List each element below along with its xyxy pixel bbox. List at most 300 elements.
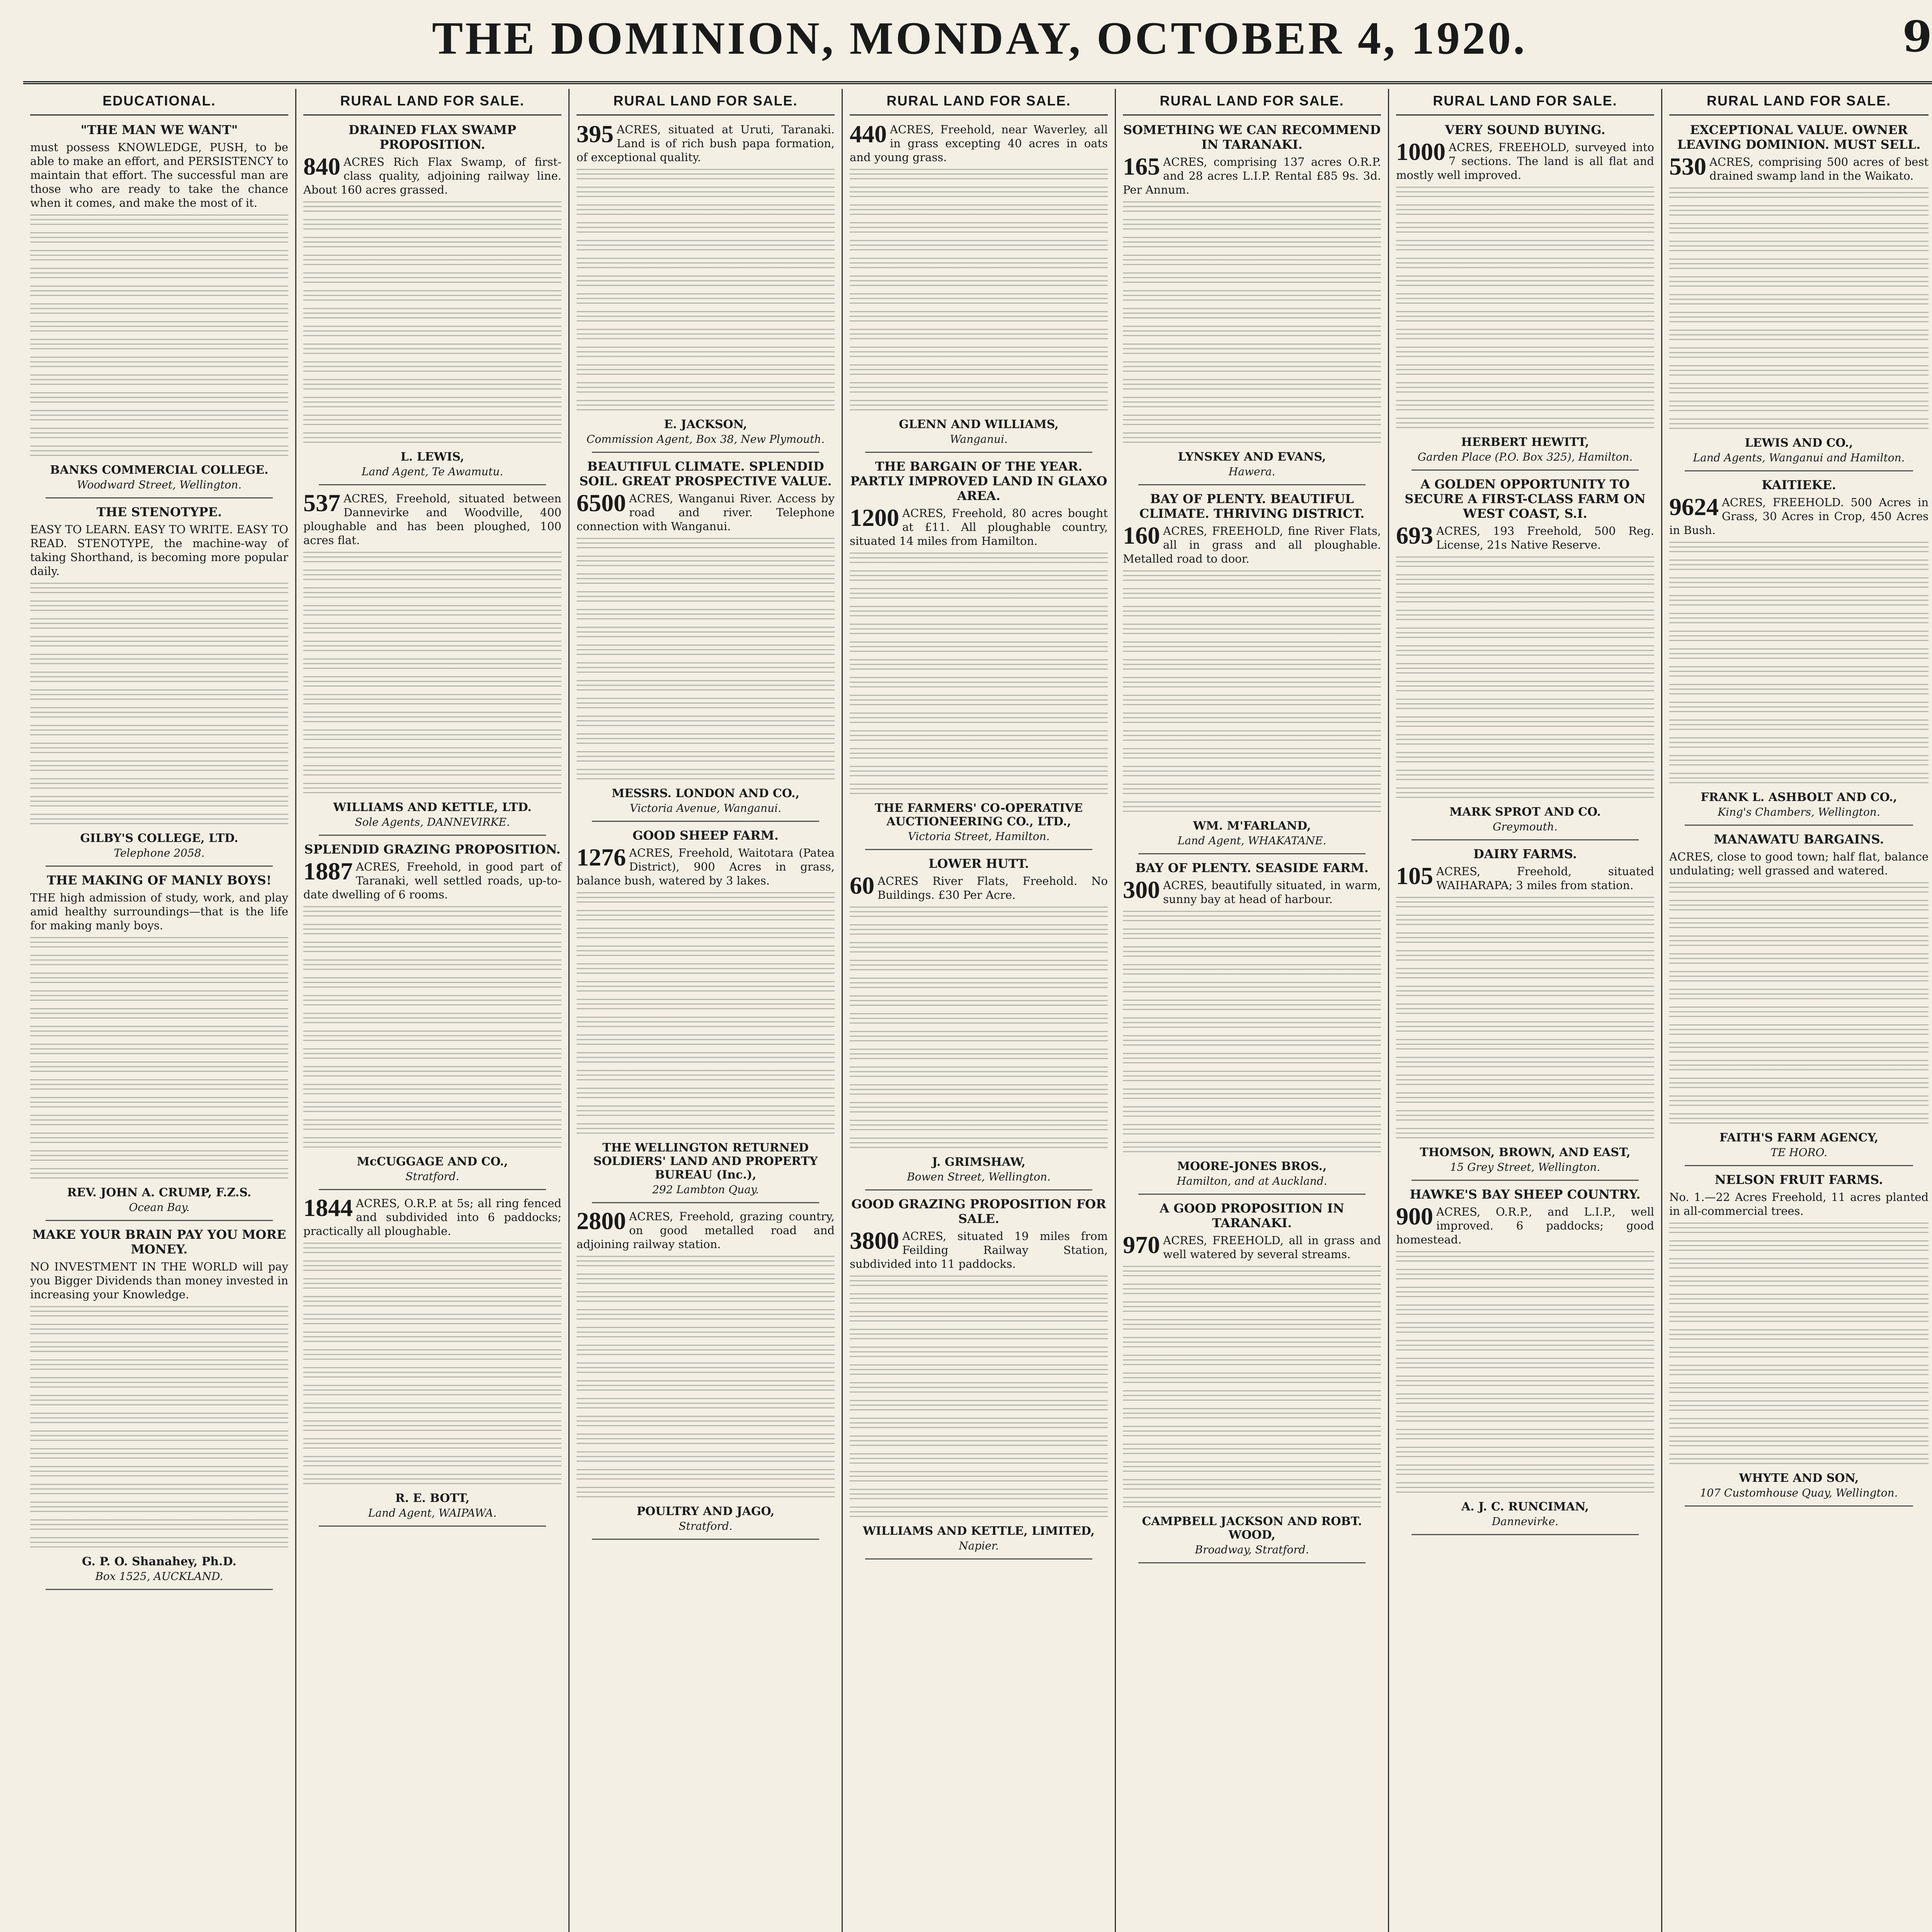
ad-text-lines: [1396, 574, 1654, 587]
ad-text-lines: [1396, 1376, 1654, 1389]
ad-text-lines: [30, 1026, 288, 1039]
ad-text-lines: [1396, 1393, 1654, 1406]
ad-text-lines: [1669, 971, 1929, 984]
ad-agent: GILBY'S COLLEGE, LTD.: [80, 832, 238, 845]
ad-heading: GOOD SHEEP FARM.: [632, 828, 779, 843]
ad-text-lines: [1396, 1304, 1654, 1318]
ad-text-lines: [1123, 784, 1381, 797]
ad-heading: THE STENOTYPE.: [96, 505, 222, 519]
ad-text-lines: [1669, 383, 1929, 396]
column-heading: RURAL LAND FOR SALE.: [303, 89, 561, 116]
column-2: [296, 89, 570, 1932]
ad-text-lines: [303, 290, 561, 303]
ad-text-lines: [850, 730, 1108, 743]
ad-text-lines: [577, 1380, 835, 1393]
ad-text-lines: [30, 214, 288, 228]
column-heading: RURAL LAND FOR SALE.: [1123, 89, 1381, 116]
ad-text-lines: [303, 623, 561, 636]
ad-text-lines: [303, 995, 561, 1008]
ad-text-lines: [577, 1070, 835, 1083]
ad-agent: LEWIS AND CO.,: [1745, 436, 1853, 450]
ad-text-lines: [30, 1377, 288, 1390]
ad-body: [577, 489, 835, 533]
ad-text-lines: [577, 204, 835, 218]
ad-text-lines: [577, 1088, 835, 1101]
ad-text-lines: [30, 654, 288, 667]
ad-text-lines: [1396, 1251, 1654, 1264]
ad-text-lines: [303, 1403, 561, 1416]
ad-heading: A GOLDEN OPPORTUNITY TO SECURE A FIRST-CLASS FARM ON WEST COAST, S.I.: [1405, 477, 1646, 521]
ad-heading: A GOOD PROPOSITION IN TARANAKI.: [1160, 1201, 1344, 1230]
ad-text-lines: [30, 374, 288, 388]
ad-agent-address: Garden Place (P.O. Box 325), Hamilton.: [1417, 451, 1633, 463]
ad-text-lines: [303, 1296, 561, 1309]
ad-agent-address: Victoria Avenue, Wanganui.: [630, 802, 781, 815]
ad-text-lines: [850, 1364, 1108, 1378]
ad-text-lines: [577, 1398, 835, 1411]
ad-text-lines: [1669, 1258, 1929, 1271]
ad-text-lines: [1669, 989, 1929, 1002]
ad-text-lines: [1123, 766, 1381, 779]
ad-text-lines: [303, 694, 561, 707]
ad-text-lines: [1123, 801, 1381, 815]
ad-agent: MESSRS. LONDON AND CO.,: [611, 787, 800, 800]
ad-text-lines: [1669, 365, 1929, 378]
acreage-figure: 693: [1396, 522, 1433, 549]
ad-text-lines: [1396, 1092, 1654, 1105]
ad-divider: [592, 1202, 819, 1203]
ad-text-lines: [1123, 1088, 1381, 1102]
ad-agent-address: Wanganui.: [950, 433, 1008, 446]
ad-text-lines: [1669, 276, 1929, 289]
ad-agent-address: Telephone 2058.: [114, 847, 205, 859]
classified-ad: [577, 828, 835, 1203]
ad-text-lines: [1123, 1124, 1381, 1137]
column-6: [1389, 89, 1662, 1932]
ad-text-lines: [1396, 1287, 1654, 1300]
ad-agent-address: Land Agent, WHAKATANE.: [1177, 834, 1327, 847]
ad-text-lines: [1669, 241, 1929, 254]
ad-text-lines: [30, 1324, 288, 1337]
ad-body: [30, 891, 288, 932]
ad-heading: EXCEPTIONAL VALUE. OWNER LEAVING DOMINION. MUST SELL.: [1677, 122, 1921, 152]
ad-text: ACRES River Flats, Freehold. No Buildings. £30 Per Acre.: [878, 874, 1108, 901]
ad-text-lines: [1123, 1337, 1381, 1350]
ad-text-lines: [303, 1367, 561, 1380]
ad-text-lines: [577, 769, 835, 782]
ad-text-lines: [1669, 1418, 1929, 1431]
ad-text-lines: [850, 1471, 1108, 1484]
ad-text: ACRES, comprising 500 acres of best drained swamp land in the Waikato.: [1709, 155, 1929, 182]
ad-heading: KAITIEKE.: [1762, 478, 1836, 492]
ad-agent: HERBERT HEWITT,: [1461, 435, 1589, 449]
ad-text-lines: [1396, 364, 1654, 378]
ad-text-lines: [850, 942, 1108, 955]
ad-text-lines: [1669, 935, 1929, 949]
column-heading: RURAL LAND FOR SALE.: [1669, 89, 1929, 116]
classified-ad: [577, 122, 835, 453]
ad-text-lines: [577, 222, 835, 235]
ad-body: [1669, 495, 1929, 537]
ad-text: EASY TO LEARN. EASY TO WRITE. EASY TO READ. STENOTYPE, the machine-way of taking Shorthand, is becoming more popular daily.: [30, 523, 288, 578]
ad-heading: MANAWATU BARGAINS.: [1714, 832, 1884, 847]
ad-text-lines: [1396, 592, 1654, 605]
ad-body: [1123, 155, 1381, 197]
acreage-figure: 1000: [1396, 138, 1446, 165]
ad-text-lines: [1396, 986, 1654, 999]
column-heading: RURAL LAND FOR SALE.: [1396, 89, 1654, 116]
ad-agent-address: Woodward Street, Wellington.: [77, 478, 242, 491]
ad-text-lines: [1669, 918, 1929, 931]
ad-body: [577, 1209, 835, 1251]
ad-text-lines: [850, 1102, 1108, 1115]
ad-text-lines: [577, 662, 835, 675]
classified-ad: [30, 873, 288, 1221]
ad-divider: [592, 452, 819, 453]
ad-body: [30, 140, 288, 210]
ad-text-lines: [1123, 713, 1381, 726]
ad-text-lines: [850, 293, 1108, 306]
ad-agent: WILLIAMS AND KETTLE, LIMITED,: [862, 1524, 1095, 1538]
ad-text-lines: [1669, 1113, 1929, 1126]
ad-text-lines: [303, 658, 561, 672]
ad-text-lines: [1123, 1106, 1381, 1119]
ad-agent-address: King's Chambers, Wellington.: [1718, 806, 1880, 818]
ad-text-lines: [1123, 326, 1381, 339]
ad-text-lines: [577, 698, 835, 711]
ad-text-lines: [303, 1048, 561, 1061]
ad-text-lines: [1396, 752, 1654, 765]
ad-text: ACRES, Freehold, situated WAIHARAPA; 3 miles from station.: [1436, 865, 1654, 892]
ad-text-lines: [1669, 1024, 1929, 1037]
ad-text-lines: [1396, 400, 1654, 413]
acreage-figure: 105: [1396, 862, 1433, 889]
ad-text-lines: [30, 583, 288, 596]
ad-text-lines: [1123, 606, 1381, 619]
ad-text-lines: [850, 1507, 1108, 1520]
ad-text-lines: [30, 743, 288, 756]
ad-text-lines: [1669, 401, 1929, 414]
ad-text-lines: [30, 286, 288, 299]
ad-text-lines: [1669, 595, 1929, 608]
column-heading: RURAL LAND FOR SALE.: [850, 89, 1108, 116]
ad-heading: NELSON FRUIT FARMS.: [1714, 1172, 1883, 1187]
ad-text-lines: [303, 641, 561, 654]
ad-text-lines: [850, 1453, 1108, 1466]
classified-ad: [1669, 122, 1929, 471]
ad-text-lines: [1396, 1128, 1654, 1141]
classified-ad: [577, 1209, 835, 1540]
ad-text-lines: [1123, 272, 1381, 286]
ad-text-lines: [1669, 542, 1929, 555]
ad-text-lines: [303, 1260, 561, 1274]
ad-agent-address: Bowen Street, Wellington.: [907, 1170, 1051, 1183]
ad-text-lines: [303, 959, 561, 973]
ad-heading: HAWKE'S BAY SHEEP COUNTRY.: [1410, 1187, 1641, 1202]
ad-text-lines: [30, 636, 288, 649]
ad-text-lines: [30, 232, 288, 245]
ad-divider: [1138, 1194, 1366, 1195]
ad-body: [1669, 850, 1929, 878]
ad-text-lines: [303, 605, 561, 618]
ad-text-lines: [303, 1243, 561, 1256]
ad-text-lines: [1669, 1042, 1929, 1055]
ad-body: [1396, 864, 1654, 892]
classified-ad: [850, 856, 1108, 1190]
ad-agent: CAMPBELL JACKSON AND ROBT. WOOD,: [1142, 1515, 1362, 1542]
ad-text-lines: [850, 553, 1108, 566]
ad-heading: BAY OF PLENTY. SEASIDE FARM.: [1135, 861, 1369, 875]
ad-text-lines: [577, 946, 835, 959]
acreage-figure: 6500: [577, 489, 626, 517]
classified-ad: [30, 122, 288, 498]
classified-ad: [577, 459, 835, 822]
ad-agent-address: Victoria Street, Hamilton.: [908, 830, 1050, 843]
ad-text-lines: [577, 1017, 835, 1030]
ad-text-lines: [30, 339, 288, 352]
ad-text-lines: [850, 240, 1108, 253]
ad-divider: [1685, 825, 1913, 826]
ad-text-lines: [303, 783, 561, 796]
column-3: [570, 89, 843, 1932]
ad-text-lines: [1669, 719, 1929, 733]
ad-text-lines: [303, 1314, 561, 1327]
ad-text-lines: [850, 347, 1108, 360]
ad-text-lines: [577, 1291, 835, 1304]
ad-text-lines: [577, 751, 835, 764]
ad-text-lines: [1123, 1408, 1381, 1421]
ad-text-lines: [1123, 1284, 1381, 1297]
ad-text-lines: [1669, 702, 1929, 715]
ad-text-lines: [577, 892, 835, 905]
ad-text: ACRES, situated at Uruti, Taranaki. Land is of rich bush papa formation, of exceptional quality.: [577, 123, 835, 164]
ad-text-lines: [1396, 1003, 1654, 1017]
ad-text-lines: [1669, 1078, 1929, 1091]
ad-text-lines: [850, 1120, 1108, 1133]
ad-text-lines: [1396, 240, 1654, 253]
ad-text-lines: [1669, 755, 1929, 768]
ad-divider: [46, 1589, 273, 1590]
ad-text-lines: [577, 1434, 835, 1447]
ad-text-lines: [30, 689, 288, 702]
ad-heading: SPLENDID GRAZING PROPOSITION.: [304, 842, 561, 857]
classified-ad: [30, 505, 288, 867]
columns: [23, 89, 1932, 1932]
ad-text: ACRES, 193 Freehold, 500 Reg. License, 21s Native Reserve.: [1436, 524, 1654, 551]
ad-agent: A. J. C. RUNCIMAN,: [1461, 1500, 1589, 1514]
ad-body: [850, 506, 1108, 548]
ad-text-lines: [303, 977, 561, 990]
ad-text: ACRES, comprising 137 acres O.R.P. and 28 acres L.I.P. Rental £85 9s. 3d. Per Annum.: [1123, 155, 1381, 196]
ad-text-lines: [850, 766, 1108, 779]
ad-text-lines: [1669, 1007, 1929, 1020]
ad-text-lines: [1396, 610, 1654, 623]
ad-divider: [865, 849, 1092, 850]
ad-text-lines: [1669, 347, 1929, 361]
ad-text-lines: [30, 1306, 288, 1319]
ad-text-lines: [30, 1115, 288, 1128]
ad-text-lines: [850, 1084, 1108, 1097]
ad-body: [1123, 878, 1381, 906]
ad-text-lines: [577, 627, 835, 640]
ad-text-lines: [1123, 1266, 1381, 1279]
ad-divider: [1685, 1505, 1913, 1507]
ad-text-lines: [1396, 915, 1654, 928]
ad-text-lines: [30, 1537, 288, 1550]
ad-text-lines: [850, 400, 1108, 413]
ad-text-lines: [577, 591, 835, 604]
classified-ad: [30, 1227, 288, 1590]
classified-ad: [1396, 847, 1654, 1181]
ad-divider: [319, 484, 546, 485]
ad-body: [577, 122, 835, 164]
ad-text-lines: [1669, 737, 1929, 750]
ad-agent: WHYTE AND SON,: [1739, 1471, 1859, 1485]
classified-ad: [1123, 861, 1381, 1195]
ad-divider: [865, 452, 1092, 453]
ad-text-lines: [1669, 631, 1929, 644]
ad-text-lines: [1669, 294, 1929, 307]
ad-text-lines: [1123, 1319, 1381, 1332]
ad-text-lines: [30, 672, 288, 685]
ad-text-lines: [1669, 684, 1929, 697]
ad-text: ACRES, close to good town; half flat, balance undulating; well grassed and watered.: [1669, 850, 1929, 877]
ad-text-lines: [850, 713, 1108, 726]
ad-text-lines: [1669, 1223, 1929, 1236]
acreage-figure: 165: [1123, 153, 1160, 180]
ad-divider: [319, 1526, 546, 1527]
ad-text-lines: [30, 760, 288, 774]
ad-body: [850, 1229, 1108, 1271]
masthead: [23, 8, 1932, 84]
ad-agent: POULTRY AND JAGO,: [636, 1505, 775, 1518]
ad-text-lines: [577, 1487, 835, 1500]
ad-text-lines: [577, 645, 835, 658]
ad-text-lines: [303, 255, 561, 268]
ad-text-lines: [1669, 1454, 1929, 1467]
classified-ad: [303, 489, 561, 836]
ad-text-lines: [850, 588, 1108, 601]
column-5: [1116, 89, 1389, 1932]
ad-text-lines: [1123, 415, 1381, 428]
ad-text: ACRES, FREEHOLD, all in grass and well watered by several streams.: [1163, 1234, 1381, 1261]
ad-text-lines: [1669, 1436, 1929, 1449]
ad-body: [303, 489, 561, 547]
ad-text-lines: [303, 397, 561, 410]
ad-text-lines: [1123, 1461, 1381, 1475]
ad-text-lines: [1123, 659, 1381, 672]
ad-text-lines: [30, 1079, 288, 1092]
ad-text-lines: [1396, 1482, 1654, 1495]
ad-agent-address: 107 Customhouse Quay, Wellington.: [1700, 1486, 1898, 1499]
ad-text: THE high admission of study, work, and play amid healthy surroundings—that is the life for making manly boys.: [30, 891, 288, 932]
ad-text-lines: [577, 999, 835, 1012]
ad-text-lines: [1396, 311, 1654, 324]
ad-text-lines: [850, 187, 1108, 200]
ad-agent: R. E. BOTT,: [395, 1492, 470, 1505]
ad-text-lines: [850, 1276, 1108, 1289]
ad-text-lines: [1396, 222, 1654, 235]
ad-text-lines: [1396, 329, 1654, 342]
ad-text-lines: [303, 1013, 561, 1026]
ad-divider: [592, 821, 819, 822]
ad-agent: GLENN AND WILLIAMS,: [899, 418, 1059, 431]
ad-divider: [865, 1189, 1092, 1190]
ad-text-lines: [577, 1451, 835, 1464]
ad-text-lines: [577, 276, 835, 289]
ad-text-lines: [850, 1347, 1108, 1360]
classified-ad: [1123, 122, 1381, 485]
column-7: [1662, 89, 1932, 1932]
ad-text-lines: [850, 276, 1108, 289]
ad-body: [303, 155, 561, 197]
ad-text: ACRES, Freehold, grazing country, on good metalled road and adjoining railway station.: [577, 1210, 835, 1251]
ad-text-lines: [303, 1474, 561, 1487]
ad-text-lines: [850, 1418, 1108, 1431]
ad-text-lines: [1123, 219, 1381, 232]
ad-heading: LOWER HUTT.: [928, 856, 1029, 871]
ad-text-lines: [850, 204, 1108, 218]
ad-text-lines: [1669, 882, 1929, 895]
ad-text-lines: [30, 250, 288, 263]
ad-text-lines: [30, 410, 288, 423]
ad-text-lines: [850, 677, 1108, 690]
ad-text-lines: [1396, 1447, 1654, 1460]
ad-text-lines: [303, 747, 561, 760]
acreage-figure: 440: [850, 120, 887, 148]
ad-text-lines: [30, 600, 288, 614]
classified-ad: [1396, 122, 1654, 471]
ad-text-lines: [1123, 1142, 1381, 1155]
ad-text-lines: [850, 1435, 1108, 1449]
ad-text-lines: [1669, 666, 1929, 679]
ad-heading: "THE MAN WE WANT": [80, 122, 238, 137]
ad-body: [1669, 1190, 1929, 1218]
ad-text-lines: [1669, 1383, 1929, 1396]
ad-divider: [865, 1558, 1092, 1560]
ad-heading: THE BARGAIN OF THE YEAR. PARTLY IMPROVED LAND IN GLAXO AREA.: [850, 459, 1107, 503]
ad-agent-address: Stratford.: [405, 1170, 459, 1183]
ad-heading: VERY SOUND BUYING.: [1445, 122, 1605, 137]
ad-text-lines: [577, 347, 835, 360]
ad-agent-address: Land Agent, WAIPAWA.: [368, 1507, 497, 1519]
ad-text-lines: [303, 219, 561, 232]
ad-text-lines: [577, 364, 835, 378]
acreage-figure: 3800: [850, 1227, 899, 1254]
ad-text-lines: [1123, 1355, 1381, 1368]
ad-text-lines: [1123, 361, 1381, 374]
ad-text-lines: [30, 1061, 288, 1075]
ad-agent-address: Sole Agents, DANNEVIRKE.: [355, 816, 510, 828]
ad-text: NO INVESTMENT IN THE WORLD will pay you Bigger Dividends than money invested in increasing your Knowledge.: [30, 1260, 288, 1301]
ad-text-lines: [303, 361, 561, 374]
ad-text-lines: [1123, 1035, 1381, 1048]
ad-text: ACRES, Freehold, in good part of Taranaki, well settled roads, up-to-date dwelling of 6 rooms.: [303, 860, 561, 901]
ad-text-lines: [1669, 900, 1929, 913]
ad-text-lines: [850, 924, 1108, 937]
ad-text-lines: [1669, 613, 1929, 626]
ad-body: [850, 122, 1108, 164]
ad-agent: L. LEWIS,: [400, 450, 464, 464]
ad-text-lines: [1396, 645, 1654, 658]
ad-body: [303, 857, 561, 901]
ad-text-lines: [30, 955, 288, 968]
ad-agent-address: Land Agent, Te Awamutu.: [361, 465, 503, 478]
classified-ad: [850, 1197, 1108, 1560]
acreage-figure: 395: [577, 120, 614, 148]
acreage-figure: 900: [1396, 1202, 1433, 1230]
ad-text-lines: [1669, 1276, 1929, 1289]
